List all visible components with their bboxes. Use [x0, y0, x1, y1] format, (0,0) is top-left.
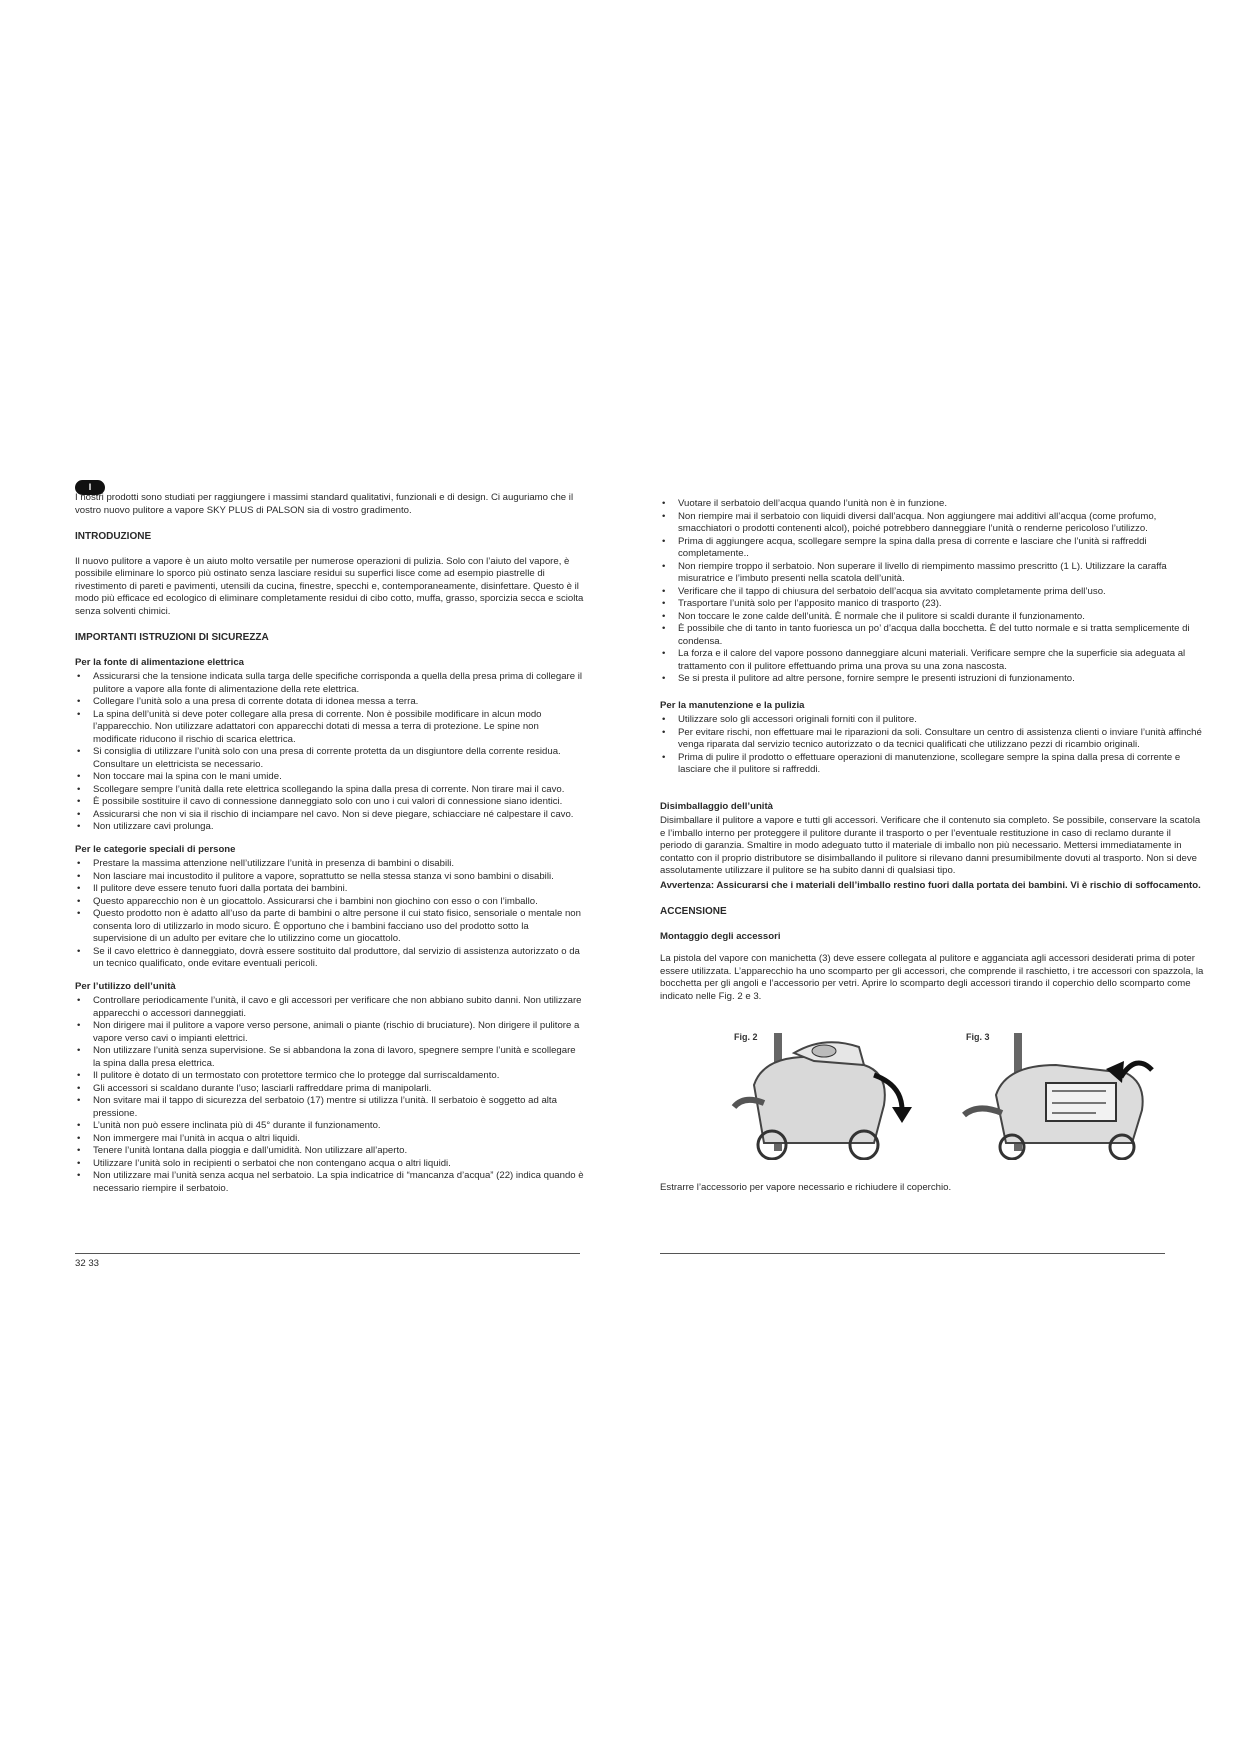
- list-item: • Non utilizzare cavi prolunga.: [75, 821, 585, 834]
- list-item: • Il pulitore è dotato di un termostato con protettore termico che lo protegge dal surriscaldamento.: [75, 1070, 585, 1083]
- alimentazione-list: [75, 671, 585, 834]
- list-item: • Prima di pulire il prodotto o effettuare operazioni di manutenzione, scollegare sempre la spina dalla presa di corrente e lasciare che il pulitore si raffreddi.: [660, 752, 1205, 777]
- figure-caption: Estrarre l’accessorio per vapore necessario e richiudere il coperchio.: [660, 1182, 952, 1193]
- list-item: • Non lasciare mai incustodito il pulitore a vapore, soprattutto se nella stessa stanza vi sono bambini o disabili.: [75, 871, 585, 884]
- introduzione-heading: INTRODUZIONE: [75, 531, 152, 542]
- figure-3: [956, 1025, 1174, 1160]
- list-item: • Non toccare mai la spina con le mani umide.: [75, 771, 585, 784]
- montaggio-text: La pistola del vapore con manichetta (3) deve essere collegata al pulitore e agganciata agli accessori desiderati prima di poter essere utilizzata. L’apparecchio ha uno scomparto per gli accessori, che comprende il raschietto, i tre accessori con spazzola, la bocchetta per gli angoli e l’accessorio per vetri. Aprire lo scomparto degli accessori tirando il coperchio dello scomparto come indicato nelle Fig. 2 e 3.: [660, 953, 1204, 1002]
- page-numbers: 32 33: [75, 1258, 100, 1269]
- list-item: • Questo apparecchio non è un giocattolo. Assicurarsi che i bambini non giochino con esso o con l’imballo.: [75, 896, 585, 909]
- list-item: • Trasportare l’unità solo per l’apposito manico di trasporto (23).: [660, 598, 1205, 611]
- list-item: • Assicurarsi che la tensione indicata sulla targa delle specifiche corrisponda a quella della presa prima di collegare il pulitore a vapore alla fonte di alimentazione della rete elettrica.: [75, 671, 585, 696]
- manutenzione-list: [660, 714, 1205, 777]
- list-item: • Collegare l’unità solo a una presa di corrente dotata di idonea messa a terra.: [75, 696, 585, 709]
- categorie-list: [75, 858, 585, 971]
- list-item: • Verificare che il tappo di chiusura del serbatoio dell’acqua sia avvitato completamente prima dell’uso.: [660, 586, 1205, 599]
- list-item: • Utilizzare solo gli accessori originali forniti con il pulitore.: [660, 714, 1205, 727]
- utilizzo-heading: Per l’utilizzo dell’unità: [75, 980, 176, 992]
- right-column: [660, 498, 1205, 1205]
- figure-2-label: Fig. 2: [734, 1032, 758, 1042]
- manutenzione-heading: Per la manutenzione e la pulizia: [660, 699, 805, 711]
- list-item: • Non svitare mai il tappo di sicurezza del serbatoio (17) mentre si utilizza l’unità. Il serbatoio è soggetto ad alta pressione.: [75, 1095, 585, 1120]
- list-item: • La forza e il calore del vapore possono danneggiare alcuni materiali. Verificare sempre che la superficie sia adeguata al trattamento con il pulitore effettuando prima una prova su una zona nascosta.: [660, 648, 1205, 673]
- utilizzo-list: [75, 995, 585, 1195]
- steam-cleaner-illustration-open: [724, 1025, 942, 1160]
- figures-row: [724, 1025, 1205, 1160]
- list-item: • Assicurarsi che non vi sia il rischio di inciampare nel cavo. Non si deve piegare, schiacciare né calpestare il cavo.: [75, 809, 585, 822]
- list-item: • Scollegare sempre l’unità dalla rete elettrica scollegando la spina dalla presa di corrente. Non tirare mai il cavo.: [75, 784, 585, 797]
- list-item: • Prestare la massima attenzione nell’utilizzare l’unità in presenza di bambini o disabili.: [75, 858, 585, 871]
- list-item: • Non toccare le zone calde dell’unità. È normale che il pulitore si scaldi durante il funzionamento.: [660, 611, 1205, 624]
- list-item: • Prima di aggiungere acqua, scollegare sempre la spina dalla presa di corrente e lasciare che l’unità si raffreddi completamente..: [660, 536, 1205, 561]
- alimentazione-heading: Per la fonte di alimentazione elettrica: [75, 656, 245, 668]
- list-item: • Non utilizzare mai l’unità senza acqua nel serbatoio. La spia indicatrice di “mancanza d’acqua” (22) indica quando è necessario riempire il serbatoio.: [75, 1170, 585, 1195]
- list-item: • Controllare periodicamente l’unità, il cavo e gli accessori per verificare che non abbiano subito danni. Non utilizzare apparecchi o accessori danneggiati.: [75, 995, 585, 1020]
- list-item: • Non riempire mai il serbatoio con liquidi diversi dall’acqua. Non aggiungere mai additivi all’acqua (come profumo, smacchiatori o prodotti contenenti alcol), poiché potrebbero danneggiare l’unità o renderne pericoloso l’utilizzo.: [660, 511, 1205, 536]
- list-item: • Gli accessori si scaldano durante l’uso; lasciarli raffreddare prima di manipolarli.: [75, 1083, 585, 1096]
- list-item: • È possibile che di tanto in tanto fuoriesca un po’ d’acqua dalla bocchetta. È del tutto normale e si tratta semplicemente di condensa.: [660, 623, 1205, 648]
- language-badge: I: [75, 480, 105, 495]
- list-item: • Il pulitore deve essere tenuto fuori dalla portata dei bambini.: [75, 883, 585, 896]
- safety-list-continued: [660, 498, 1205, 686]
- list-item: • Si consiglia di utilizzare l’unità solo con una presa di corrente protetta da un disgiuntore della corrente residua. Consultare un elettricista se necessario.: [75, 746, 585, 771]
- accensione-heading: ACCENSIONE: [660, 906, 727, 917]
- list-item: • Non immergere mai l’unità in acqua o altri liquidi.: [75, 1133, 585, 1146]
- list-item: • Se il cavo elettrico è danneggiato, dovrà essere sostituito dal produttore, dal servizio di assistenza autorizzato o da un tecnico qualificato, onde evitare eventuali pericoli.: [75, 946, 585, 971]
- sicurezza-heading: IMPORTANTI ISTRUZIONI DI SICUREZZA: [75, 632, 269, 643]
- disimballaggio-heading: Disimballaggio dell’unità: [660, 800, 774, 812]
- montaggio-heading: Montaggio degli accessori: [660, 930, 781, 942]
- introduzione-text: Il nuovo pulitore a vapore è un aiuto molto versatile per numerose operazioni di pulizia. Solo con l’aiuto del vapore, è possibile eliminare lo sporco più ostinato senza lasciare residui su superfici lisce come ad esempio piastrelle di rivestimento di pareti e pavimenti, utensili da cucina, finestre, specchi e, contemporaneamente, disinfettare. Questo è il modo più efficace ed ecologico di eliminare completamente residui di cibo cotto, muffa, grasso, sporcizia secca e sciolta senza solventi chimici.: [75, 555, 584, 617]
- categorie-heading: Per le categorie speciali di persone: [75, 843, 236, 855]
- intro-paragraph: I nostri prodotti sono studiati per raggiungere i massimi standard qualitativi, funzionali e di design. Ci auguriamo che il vostro nuovo pulitore a vapore SKY PLUS di PALSON sia di vostro gradimento.: [75, 492, 574, 516]
- list-item: • Questo prodotto non è adatto all’uso da parte di bambini o altre persone il cui stato fisico, sensoriale o mentale non consenta loro di utilizzarlo in modo sicuro. È opportuno che i bambini facciano uso del prodotto sotto la supervisione di un adulto per evitare che lo utilizzino come un giocattolo.: [75, 908, 585, 946]
- list-item: • Non riempire troppo il serbatoio. Non superare il livello di riempimento massimo prescritto (1 L). Utilizzare la caraffa misuratrice e l’imbuto presenti nella scatola dell’unità.: [660, 561, 1205, 586]
- list-item: • Non dirigere mai il pulitore a vapore verso persone, animali o piante (rischio di bruciature). Non dirigere il pulitore a vapore verso cavi o impianti elettrici.: [75, 1020, 585, 1045]
- left-divider: [75, 1253, 580, 1254]
- list-item: • Per evitare rischi, non effettuare mai le riparazioni da soli. Consultare un centro di assistenza clienti o inviare l’unità affinché venga riparata dal servizio tecnico autorizzato o da tecnici qualificati che utilizzano pezzi di ricambio originali.: [660, 727, 1205, 752]
- list-item: • Tenere l’unità lontana dalla pioggia e dall’umidità. Non utilizzare all’aperto.: [75, 1145, 585, 1158]
- list-item: • È possibile sostituire il cavo di connessione danneggiato solo con uno i cui valori di connessione siano identici.: [75, 796, 585, 809]
- list-item: • Se si presta il pulitore ad altre persone, fornire sempre le presenti istruzioni di funzionamento.: [660, 673, 1205, 686]
- disimballaggio-text: Disimballare il pulitore a vapore e tutti gli accessori. Verificare che il contenuto sia completo. Se possibile, conservare la scatola e l’imballo interno per proteggere il pulitore durante il trasporto o per l’eventuale restituzione in caso di reclamo durante il periodo di garanzia. Smaltire in modo adeguato tutto il materiale di imballo non più necessario. Mettersi immediatamente in contatto con il proprio distributore se disimballando il pulitore si rilevano danni presumibilmente dovuti al trasporto. Non si deve assolutamente utilizzare il pulitore se ha subito danni di qualsiasi tipo.: [660, 815, 1201, 876]
- list-item: • Vuotare il serbatoio dell’acqua quando l’unità non è in funzione.: [660, 498, 1205, 511]
- list-item: • L’unità non può essere inclinata più di 45° durante il funzionamento.: [75, 1120, 585, 1133]
- right-divider: [660, 1253, 1165, 1254]
- steam-cleaner-illustration-compartment: [956, 1025, 1174, 1160]
- list-item: • Non utilizzare l’unità senza supervisione. Se si abbandona la zona di lavoro, spegnere sempre l’unità e scollegare la spina dalla presa elettrica.: [75, 1045, 585, 1070]
- figure-2: [724, 1025, 942, 1160]
- figure-3-label: Fig. 3: [966, 1032, 990, 1042]
- packaging-warning: Avvertenza: Assicurarsi che i materiali dell’imballo restino fuori dalla portata dei bambini. Vi è rischio di soffocamento.: [660, 879, 1201, 891]
- list-item: • Utilizzare l’unità solo in recipienti o serbatoi che non contengano acqua o altri liquidi.: [75, 1158, 585, 1171]
- list-item: • La spina dell’unità si deve poter collegare alla presa di corrente. Non è possibile modificare in alcun modo l’apparecchio. Non utilizzare adattatori con apparecchi dotati di messa a terra di protezione. Le spine non modificate riducono il rischio di scarica elettrica.: [75, 709, 585, 747]
- left-column: [75, 492, 585, 1195]
